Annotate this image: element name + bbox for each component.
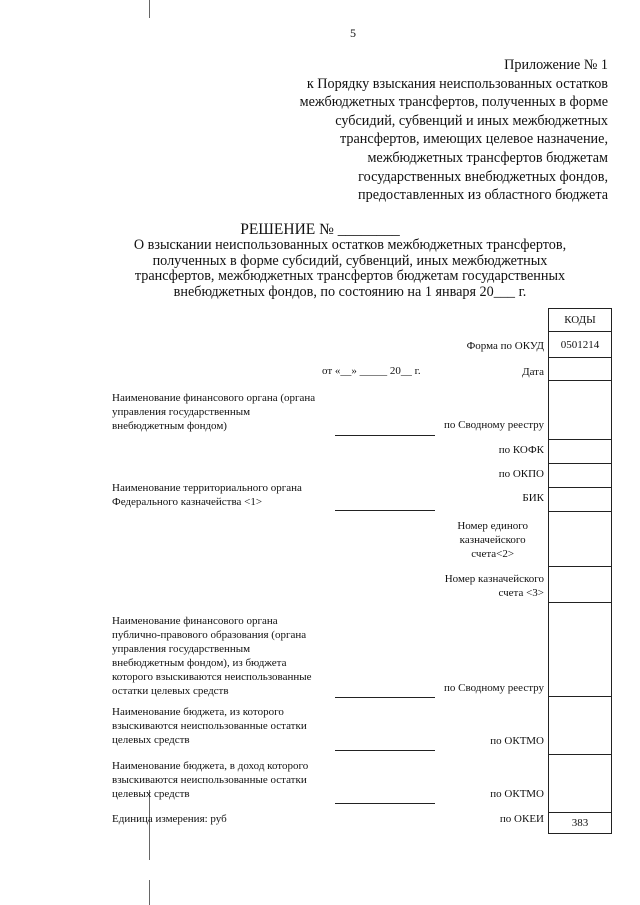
appendix-title: Приложение № 1 (504, 57, 608, 73)
date-code (549, 358, 611, 381)
oktmo2-label: по ОКТМО (490, 788, 544, 800)
date-label: Дата (522, 366, 544, 378)
label-line: Наименование финансового органа (112, 615, 278, 627)
ks-code (549, 567, 611, 603)
ppo-field[interactable] (335, 697, 435, 698)
label-line: управления государственным (112, 406, 251, 418)
kofk-label: по КОФК (498, 444, 544, 456)
subtitle-line: О взыскании неиспользованных остатков межбюджетных трансфертов, (133, 237, 567, 253)
okei-code: 383 (549, 813, 611, 834)
tofk-field[interactable] (335, 510, 435, 511)
document-title: РЕШЕНИЕ № ________ (240, 221, 400, 238)
appendix-line: предоставленных из областного бюджета (358, 187, 608, 204)
label-line: взыскиваются неиспользованные остатки (112, 774, 307, 786)
fin-organ-label (112, 391, 315, 433)
label-line: внебюджетным фондом) (112, 420, 227, 432)
scan-edge-mark (149, 880, 150, 905)
appendix-block (268, 56, 608, 205)
okei-label: по ОКЕИ (499, 813, 544, 825)
oktmo1-code (549, 697, 611, 755)
page-number: 5 (350, 26, 356, 40)
reestr-code (549, 381, 611, 440)
okud-label: Форма по ОКУД (466, 340, 544, 352)
codes-header: КОДЫ (549, 308, 611, 332)
appendix-line: к Порядку взыскания неиспользованных остатков (306, 75, 608, 92)
fin-organ-field[interactable] (335, 435, 435, 436)
eks-label-line: счета<2> (471, 548, 515, 560)
okpo-label: по ОКПО (498, 468, 544, 480)
date-line: от «__» _____ 20__ г. (322, 365, 421, 377)
subtitle-line: внебюджетных фондов, по состоянию на 1 января 20___ г. (173, 283, 527, 300)
bik-code (549, 488, 611, 512)
budget-from-field[interactable] (335, 750, 435, 751)
okud-code: 0501214 (549, 332, 611, 358)
eks-label-line: казначейского (459, 534, 526, 546)
budget-from-label (112, 705, 307, 747)
codes-table (548, 308, 612, 834)
ks-label (445, 572, 544, 600)
subtitle-line: полученных в форме субсидий, субвенций, иных межбюджетных (152, 252, 548, 269)
label-line: остатки целевых средств (112, 685, 229, 697)
label-line: Наименование бюджета, из которого (112, 706, 284, 718)
scan-edge-mark (149, 0, 150, 18)
eks-label (457, 519, 528, 561)
ppo-label (112, 614, 312, 698)
appendix-line: государственных внебюджетных фондов, (358, 168, 608, 185)
ks-label-line: счета <3> (498, 587, 544, 599)
appendix-line: межбюджетных трансфертов бюджетам (367, 149, 608, 166)
reestr-label: по Сводному реестру (444, 419, 544, 431)
ks-label-line: Номер казначейского (444, 573, 544, 585)
appendix-line: трансфертов, имеющих целевое назначение, (339, 131, 608, 148)
bik-label: БИК (522, 492, 544, 504)
subtitle-line: трансфертов, межбюджетных трансфертов бюджетам государственных (134, 268, 566, 285)
unit-label: Единица измерения: руб (112, 813, 227, 825)
label-line: целевых средств (112, 788, 190, 800)
budget-to-label (112, 759, 308, 801)
appendix-line: субсидий, субвенций и иных межбюджетных (335, 112, 608, 129)
label-line: которого взыскиваются неиспользованные (112, 671, 312, 683)
eks-label-line: Номер единого (457, 520, 528, 532)
label-line: Наименование территориального органа (112, 482, 302, 494)
appendix-line: межбюджетных трансфертов, полученных в форме (299, 94, 608, 111)
oktmo1-label: по ОКТМО (490, 735, 544, 747)
eks-code (549, 512, 611, 567)
tofk-label (112, 481, 302, 509)
label-line: взыскиваются неиспользованные остатки (112, 720, 307, 732)
reestr2-code (549, 603, 611, 697)
label-line: внебюджетным фондом), из бюджета (112, 657, 287, 669)
okpo-code (549, 464, 611, 488)
kofk-code (549, 440, 611, 464)
label-line: публично-правового образования (органа (112, 629, 307, 641)
label-line: Федерального казначейства <1> (112, 496, 263, 508)
label-line: целевых средств (112, 734, 190, 746)
oktmo2-code (549, 755, 611, 813)
reestr2-label: по Сводному реестру (444, 682, 544, 694)
label-line: управления государственным (112, 643, 251, 655)
label-line: Наименование финансового органа (органа (112, 392, 316, 404)
budget-to-field[interactable] (335, 803, 435, 804)
label-line: Наименование бюджета, в доход которого (112, 760, 309, 772)
document-subtitle (100, 238, 600, 300)
